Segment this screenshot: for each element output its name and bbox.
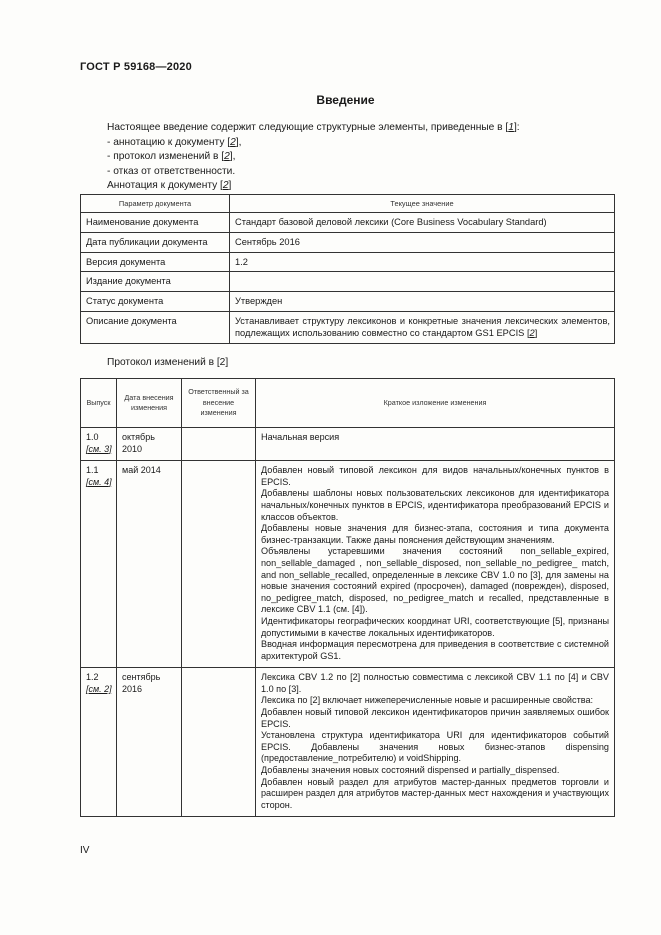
value-cell: Устанавливает структуру лексиконов и конкретные значения лексических элементов, подлежащих использованию совместно со стандартом GS1 EPCIS [2] [230,312,615,344]
ref-link[interactable]: 2 [224,151,230,163]
page-number: IV [80,845,90,856]
value-cell: Утвержден [230,292,615,312]
ref-link[interactable]: [см. 4] [86,476,112,487]
column-header: Выпуск [81,379,117,428]
ref-link[interactable]: [см. 3] [86,443,112,454]
table-row [81,428,615,461]
protocol-caption: Протокол изменений в [2] [107,357,229,368]
date-cell: сентябрь 2016 [117,668,182,817]
responsible-cell [182,428,256,461]
param-cell: Дата публикации документа [81,232,230,252]
table-row [81,213,615,233]
ref-link[interactable]: 2 [222,180,229,192]
table-row [81,252,615,272]
value-cell: Сентябрь 2016 [230,232,615,252]
table-row [81,272,615,292]
param-cell: Описание документа [81,312,230,344]
table-row [81,668,615,817]
responsible-cell [182,461,256,668]
value-cell [230,272,615,292]
summary-cell: Начальная версия [256,428,615,461]
column-header: Текущее значение [230,195,615,213]
table-header-row [81,379,615,428]
table-header-row [81,195,615,213]
page-title: Введение [316,93,375,107]
column-header: Дата внесения изменения [117,379,182,428]
summary-cell: Добавлен новый типовой лексикон для видов начальных/конечных пунктов в EPCIS. Добавлены шаблоны новых пользовательских лексиконов для идентификатора начальных/конечных пунктов в EPCIS, идентификатора преобразований EPCIS и классов объектов. Добавлены новые значения для бизнес-этапа, состояния и типа документа бизнес-транзакции. Также даны пояснения действующим значениям. Объявлены устаревшими значения состояний non_sellable_expired, non_sellable_damaged , non_sellable_disposed, non_sellable_no_pedigree_ match, and non_sellable_recalled, определенные в лексике CBV 1.0 по [3], для замены на новые значения состояний expired (просрочен), damaged (поврежден), disposed, no_pedigree_match, disposed, no_pedigree_match и recalled, представленные в лексике CBV 1.1 (см. [4]). Идентификаторы географических координат URI, соответствующие [5], признаны допустимыми в качестве локальных идентификаторов. Вводная информация пересмотрена для приведения в соответствие с системной архитектурой GS1. [256,461,615,668]
ref-link[interactable]: 2 [230,136,236,148]
date-cell: октябрь 2010 [117,428,182,461]
release-cell: 1.2 [см. 2] [81,668,117,817]
column-header: Параметр документа [81,195,230,213]
release-cell: 1.1 [см. 4] [81,461,117,668]
ref-link[interactable]: 1 [508,122,514,133]
column-header: Ответственный за внесение изменения [182,379,256,428]
standard-number: ГОСТ Р 59168—2020 [80,61,192,73]
responsible-cell [182,668,256,817]
protocol-table [80,378,615,817]
param-cell: Версия документа [81,252,230,272]
column-header: Краткое изложение изменения [256,379,615,428]
ref-link[interactable]: [см. 2] [86,683,112,694]
intro-block [107,121,607,194]
intro-item: - аннотацию к документу [2], [107,136,242,148]
intro-line: Настоящее введение содержит следующие структурные элементы, приведенные в [1]: [107,122,520,133]
value-cell: 1.2 [230,252,615,272]
ref-link[interactable]: 2 [529,327,535,338]
table-row [81,232,615,252]
param-cell: Наименование документа [81,213,230,233]
table-row [81,292,615,312]
annotation-caption: Аннотация к документу [2] [107,180,232,192]
value-cell: Стандарт базовой деловой лексики (Core Business Vocabulary Standard) [230,213,615,233]
summary-cell: Лексика CBV 1.2 по [2] полностью совместима с лексикой CBV 1.1 по [4] и CBV 1.0 по [3]. Лексика по [2] включает нижеперечисленные новые и расширенные свойства: Добавлен новый типовой лексикон идентификаторов причин заявляемых ошибок EPCIS. Установлена структура идентификатора URI для идентификаторов событий EPCIS. Добавлены значения новых бизнес-этапов dispensing (предоставление_потребителю) и voidShipping. Добавлены значения новых состояний dispensed и partially_dispensed. Добавлен новый раздел для атрибутов мастер-данных предметов торговли и расширен раздел для атрибутов мастер-данных мест нахождения и участвующих сторон. [256,668,615,817]
annotation-table [80,194,615,344]
table-row [81,312,615,344]
intro-item: - отказ от ответственности. [107,165,236,177]
param-cell: Статус документа [81,292,230,312]
date-cell: май 2014 [117,461,182,668]
table-row [81,461,615,668]
intro-item: - протокол изменений в [2], [107,151,236,163]
release-cell: 1.0 [см. 3] [81,428,117,461]
param-cell: Издание документа [81,272,230,292]
